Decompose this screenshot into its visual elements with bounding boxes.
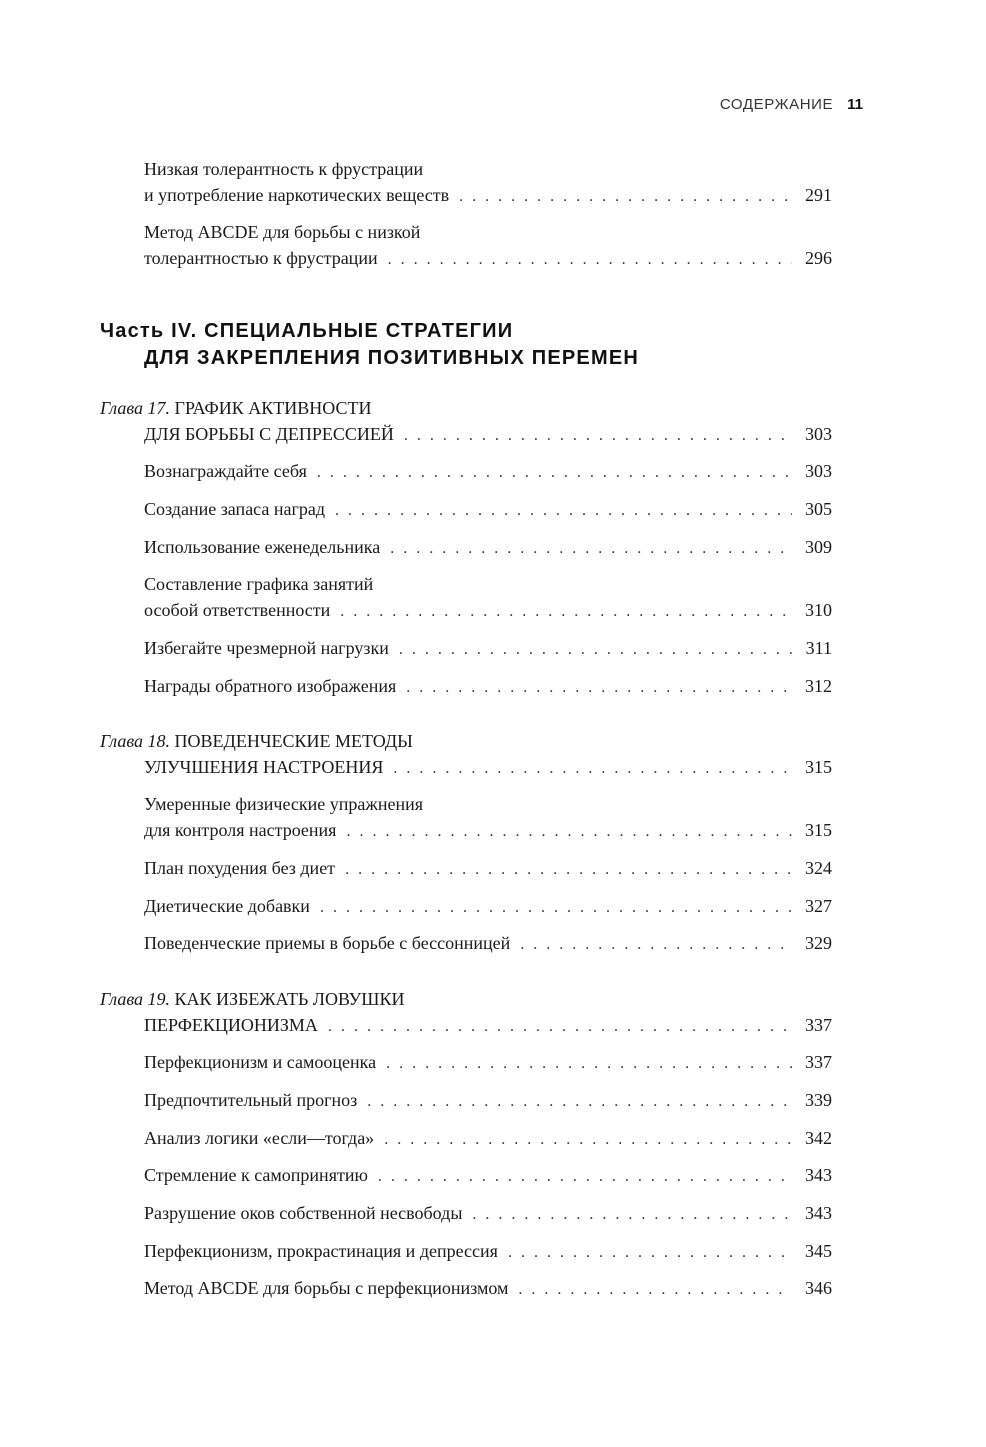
toc-page-number: 291 — [805, 185, 832, 205]
toc-entry[interactable]: особой ответственности . . . 310 — [144, 597, 832, 623]
leader-dots — [345, 857, 792, 883]
chapter-heading — [100, 986, 832, 1012]
toc-entry[interactable]: Награды обратного изображения . . . 312 — [144, 673, 832, 699]
toc-entry[interactable]: Перфекционизм, прокрастинация и депрессия . . . 345 — [144, 1238, 832, 1264]
chapter-label: Глава 18. — [100, 731, 171, 751]
leader-dots — [367, 1089, 792, 1115]
chapter-title-line1: КАК ИЗБЕЖАТЬ ЛОВУШКИ — [174, 989, 405, 1009]
chapter-entry[interactable]: ПЕРФЕКЦИОНИЗМА . . . 337 — [144, 1012, 832, 1038]
toc-entry[interactable]: и употребление наркотических веществ . . . 291 — [144, 182, 832, 208]
toc-entry-line1: Составление графика занятий — [144, 574, 374, 594]
running-header-title: СОДЕРЖАНИЕ — [719, 96, 834, 113]
page-number: 11 — [847, 96, 863, 113]
toc-entry-line1: Низкая толерантность к фрустрации — [144, 159, 424, 179]
leader-dots — [386, 1051, 792, 1077]
part-label: Часть IV. — [100, 320, 198, 342]
toc-page-number: 337 — [805, 1052, 832, 1072]
toc-page-number: 339 — [805, 1090, 832, 1110]
toc-page-number: 311 — [805, 638, 832, 658]
leader-dots — [378, 1164, 792, 1190]
toc-entry-line1: Метод ABCDE для борьбы с низкой — [144, 222, 421, 242]
toc-entry[interactable]: Диетические добавки . . . 327 — [144, 893, 832, 919]
toc-entry[interactable]: Метод ABCDE для борьбы с перфекционизмом . . . 346 — [144, 1275, 832, 1301]
toc-entry[interactable]: Перфекционизм и самооценка . . . 337 — [144, 1049, 832, 1075]
toc-page-number: 343 — [805, 1165, 832, 1185]
toc-page-number: 327 — [805, 896, 832, 916]
toc-page-number: 296 — [805, 248, 832, 268]
part-title-line1: СПЕЦИАЛЬНЫЕ СТРАТЕГИИ — [204, 320, 514, 342]
part-heading — [100, 317, 513, 345]
toc-page-number: 303 — [805, 424, 832, 444]
toc-page-number: 342 — [805, 1128, 832, 1148]
toc-page-number: 315 — [805, 820, 832, 840]
toc-entry-line1: Умеренные физические упражнения — [144, 794, 423, 814]
toc-page-number: 309 — [805, 537, 832, 557]
leader-dots — [520, 932, 792, 958]
toc-page-number: 345 — [805, 1241, 832, 1261]
toc-page-number: 305 — [805, 499, 832, 519]
leader-dots — [388, 247, 792, 273]
toc-entry[interactable]: Анализ логики «если—тогда» . . . 342 — [144, 1125, 832, 1151]
toc-entry[interactable]: Использование еженедельника . . . 309 — [144, 534, 832, 560]
leader-dots — [393, 756, 792, 782]
leader-dots — [320, 895, 792, 921]
toc-entry[interactable]: для контроля настроения . . . 315 — [144, 817, 832, 843]
toc-page-number: 324 — [805, 858, 832, 878]
leader-dots — [390, 536, 792, 562]
chapter-heading — [100, 728, 832, 754]
chapter-label: Глава 17. — [100, 398, 171, 418]
leader-dots — [328, 1014, 792, 1040]
leader-dots — [459, 184, 792, 210]
toc-entry[interactable]: План похудения без диет . . . 324 — [144, 855, 832, 881]
chapter-entry[interactable]: УЛУЧШЕНИЯ НАСТРОЕНИЯ . . . 315 — [144, 754, 832, 780]
toc-entry[interactable]: Разрушение оков собственной несвободы . . . 343 — [144, 1200, 832, 1226]
leader-dots — [335, 498, 792, 524]
leader-dots — [472, 1202, 792, 1228]
toc-page-number: 346 — [805, 1278, 832, 1298]
toc-page-number: 315 — [805, 757, 832, 777]
toc-entry[interactable]: Вознаграждайте себя . . . 303 — [144, 458, 832, 484]
chapter-entry[interactable]: ДЛЯ БОРЬБЫ С ДЕПРЕССИЕЙ . . . 303 — [144, 421, 832, 447]
leader-dots — [508, 1240, 792, 1266]
leader-dots — [406, 675, 792, 701]
toc-entry[interactable]: Стремление к самопринятию . . . 343 — [144, 1162, 832, 1188]
leader-dots — [384, 1127, 792, 1153]
toc-entry[interactable]: толерантностью к фрустрации . . . 296 — [144, 245, 832, 271]
chapter-title-line1: ГРАФИК АКТИВНОСТИ — [174, 398, 372, 418]
toc-entry[interactable]: Предпочтительный прогноз . . . 339 — [144, 1087, 832, 1113]
running-header — [720, 96, 863, 113]
toc-entry[interactable]: Избегайте чрезмерной нагрузки . . . 311 — [144, 635, 832, 661]
chapter-title-line1: ПОВЕДЕНЧЕСКИЕ МЕТОДЫ — [174, 731, 413, 751]
leader-dots — [346, 819, 792, 845]
toc-page-number: 310 — [805, 600, 832, 620]
leader-dots — [317, 460, 792, 486]
toc-page-number: 312 — [805, 676, 832, 696]
leader-dots — [340, 599, 792, 625]
toc-page-number: 329 — [805, 933, 832, 953]
toc-page-number: 343 — [805, 1203, 832, 1223]
chapter-label: Глава 19. — [100, 989, 171, 1009]
toc-entry[interactable]: Создание запаса наград . . . 305 — [144, 496, 832, 522]
part-heading-line2: ДЛЯ ЗАКРЕПЛЕНИЯ ПОЗИТИВНЫХ ПЕРЕМЕН — [144, 347, 639, 369]
leader-dots — [518, 1277, 792, 1303]
leader-dots — [399, 637, 792, 663]
toc-entry[interactable]: Поведенческие приемы в борьбе с бессонницей . . . 329 — [144, 930, 832, 956]
chapter-heading — [100, 395, 832, 421]
leader-dots — [404, 423, 792, 449]
toc-page-number: 303 — [805, 461, 832, 481]
toc-page-number: 337 — [805, 1015, 832, 1035]
